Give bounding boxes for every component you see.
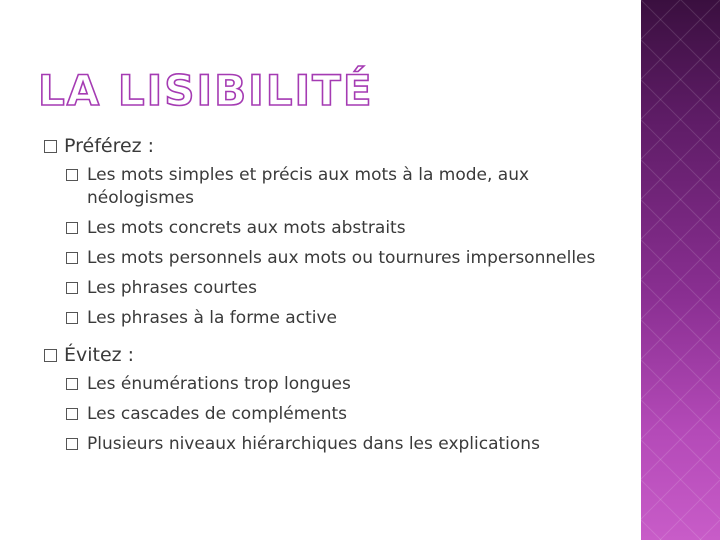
checkbox-bullet-icon: [66, 408, 78, 420]
checkbox-bullet-icon: [66, 169, 78, 181]
checkbox-bullet-icon: [44, 349, 57, 362]
sub-bullet-text: Les phrases à la forme active: [87, 308, 337, 328]
bullet-avoid: [42, 343, 622, 367]
sub-bullet-text: Les cascades de compléments: [87, 404, 348, 424]
slide-content: [42, 134, 622, 463]
sub-bullet-text: Les mots personnels aux mots ou tournures impersonnelles: [87, 248, 596, 268]
checkbox-bullet-icon: [44, 140, 57, 153]
bullet-label: Préférez :: [64, 135, 155, 157]
sub-bullet: [42, 373, 622, 396]
checkbox-bullet-icon: [66, 282, 78, 294]
checkbox-bullet-icon: [66, 312, 78, 324]
sub-bullet: [42, 307, 622, 330]
bullet-prefer: [42, 134, 622, 158]
sub-bullet: [42, 164, 622, 210]
checkbox-bullet-icon: [66, 378, 78, 390]
diamond-pattern-icon: [641, 0, 720, 540]
sub-bullet-text: Les énumérations trop longues: [87, 374, 351, 394]
checkbox-bullet-icon: [66, 252, 78, 264]
sub-bullet-text: Les mots concrets aux mots abstraits: [87, 218, 406, 238]
sub-bullet: [42, 403, 622, 426]
sub-bullet: [42, 433, 622, 456]
sub-bullet: [42, 277, 622, 300]
checkbox-bullet-icon: [66, 222, 78, 234]
checkbox-bullet-icon: [66, 438, 78, 450]
decorative-side-panel: [641, 0, 720, 540]
sub-bullet-text: Les phrases courtes: [87, 278, 257, 298]
sub-bullet: [42, 217, 622, 240]
sub-bullet-text: Les mots simples et précis aux mots à la mode, aux néologismes: [87, 165, 530, 208]
slide-title: LA LISIBILITÉ: [38, 66, 374, 115]
sub-bullet-text: Plusieurs niveaux hiérarchiques dans les explications: [87, 434, 540, 454]
bullet-label: Évitez :: [64, 344, 135, 366]
sub-bullet: [42, 247, 622, 270]
